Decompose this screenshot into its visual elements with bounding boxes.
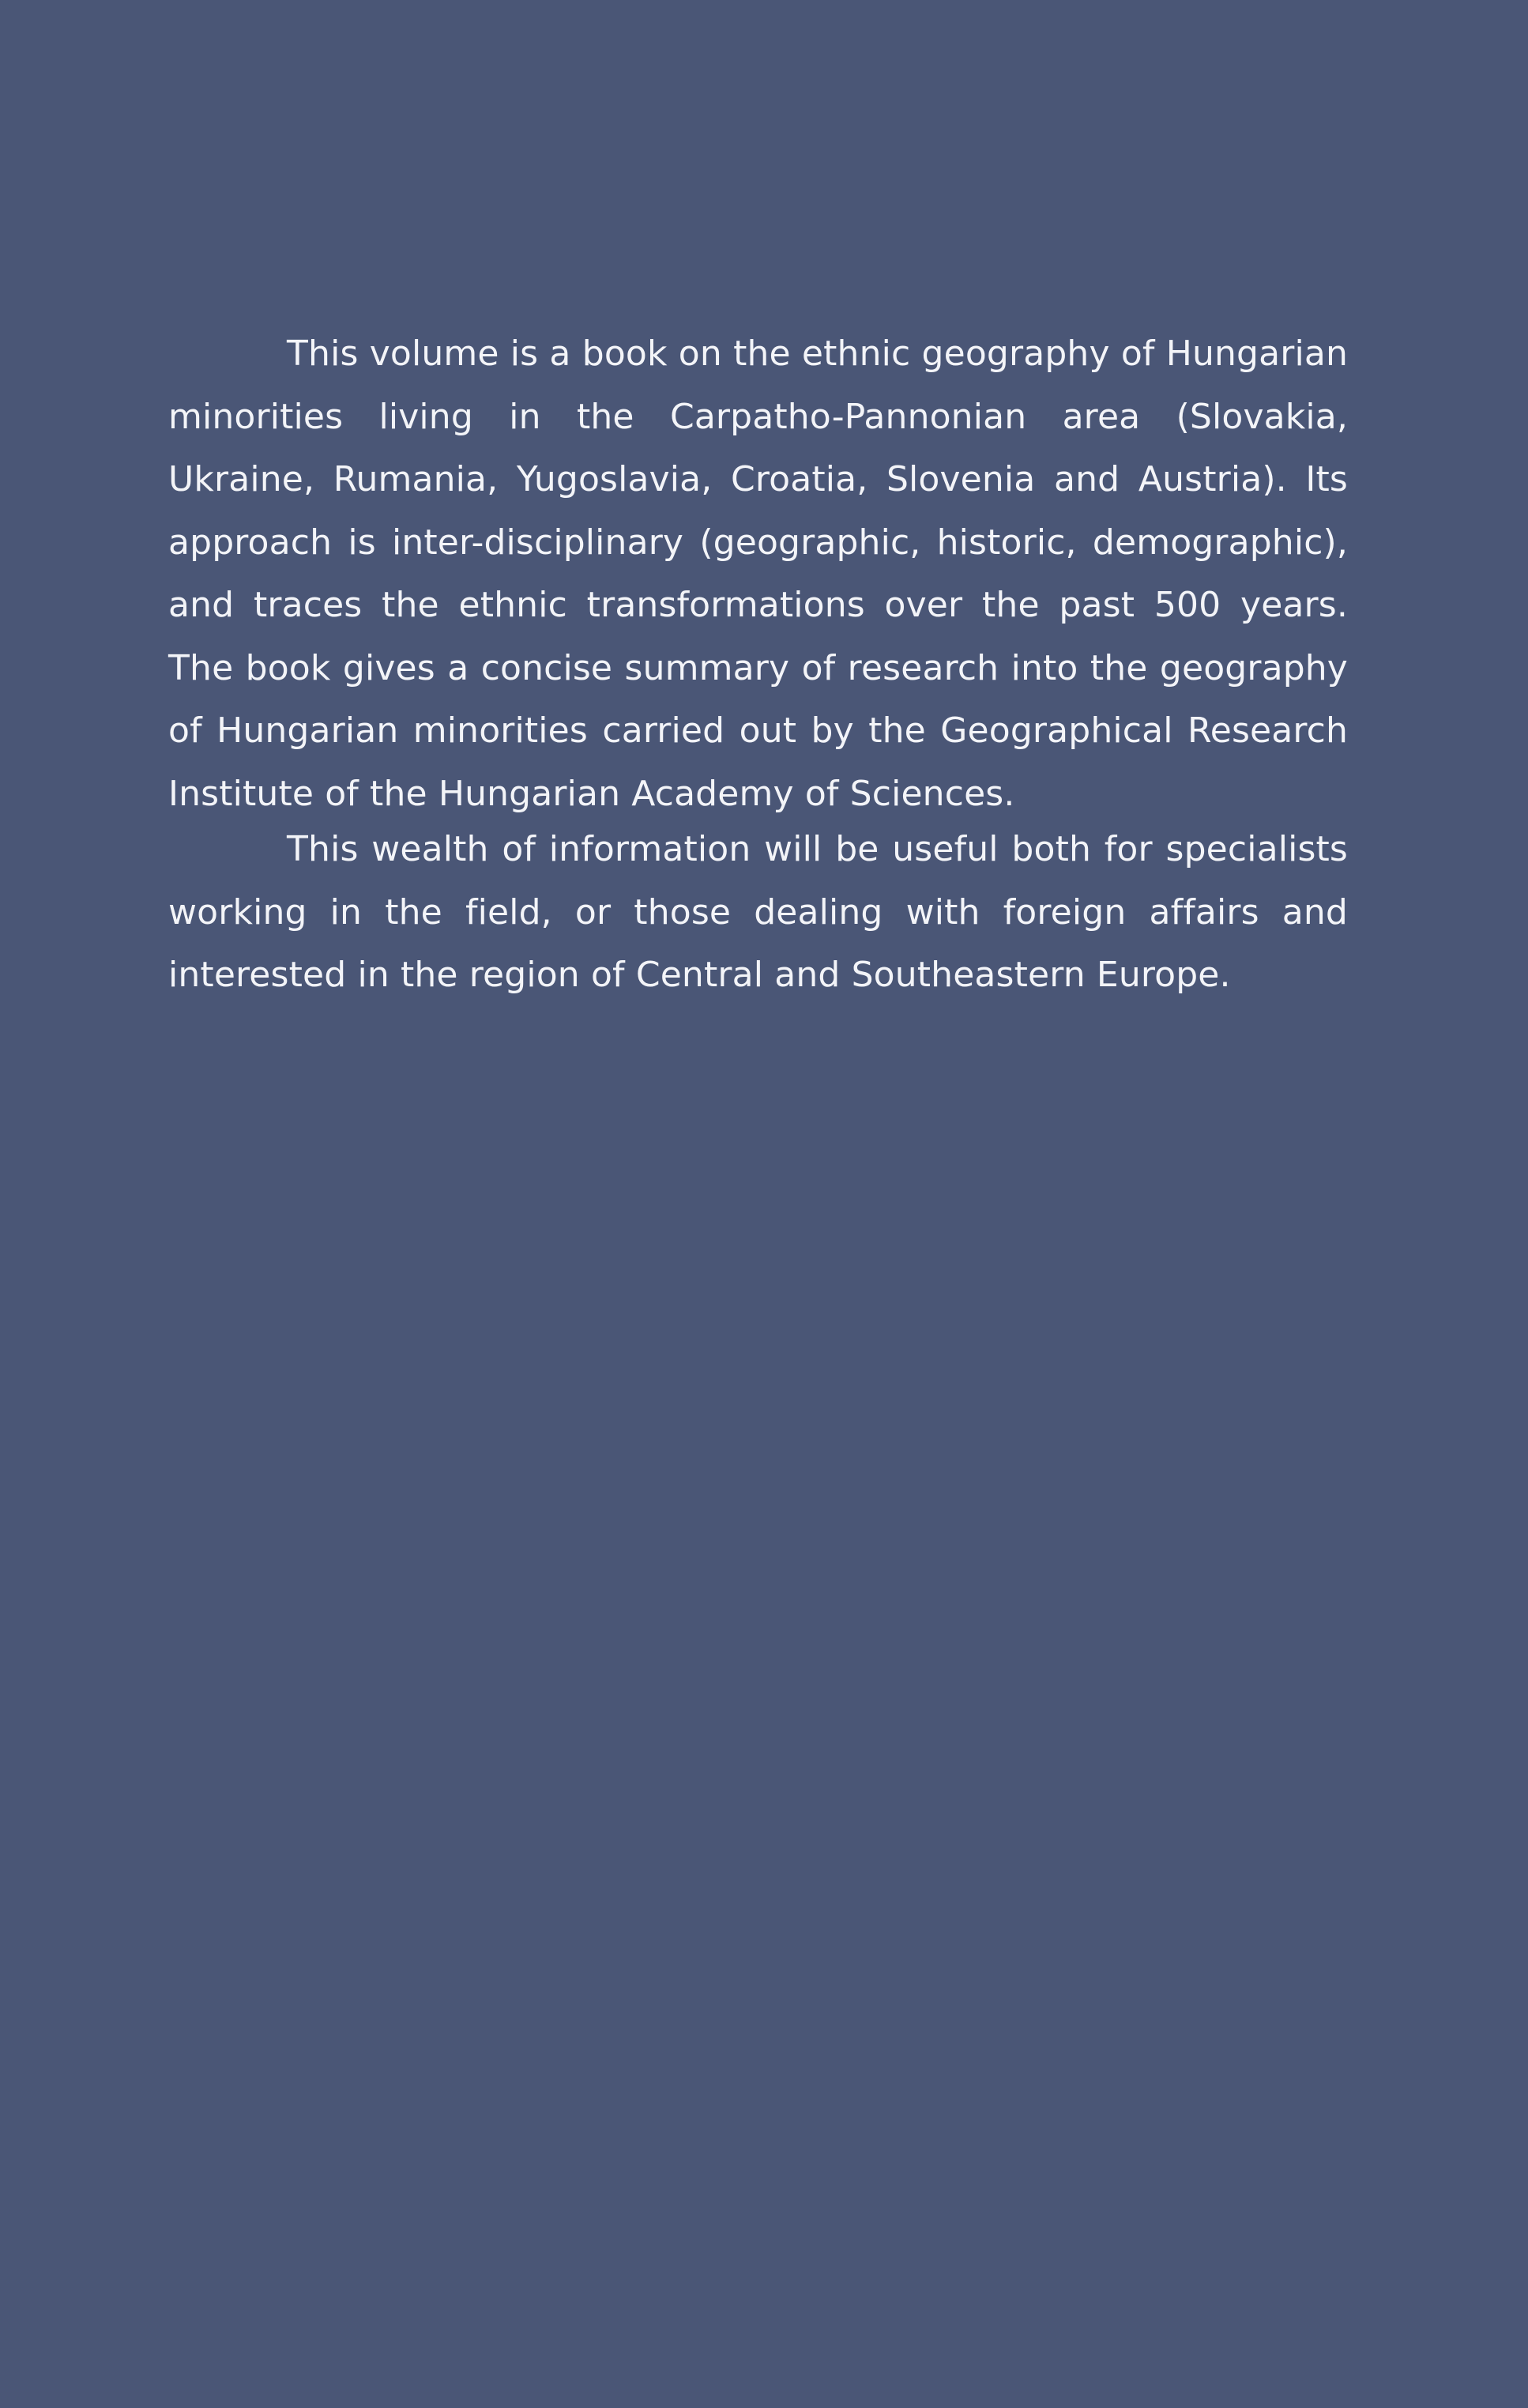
description-paragraph-1: This volume is a book on the ethnic geography of Hungarian minorities living in the Carpatho-Pannonian area (Slovakia, Ukraine, Rumania, Yugoslavia, Croatia, Slovenia and Austria). Its approach is inter-disciplinary (geographic, historic, demographic), and traces the ethnic transformations over the past 500 years. The book gives a concise summary of research into the geography of Hungarian minorities carried out by the Geographical Research Institute of the Hungarian Academy of Sciences. bbox=[168, 334, 1348, 814]
description-text-block bbox=[168, 322, 1348, 1007]
description-paragraph-2: This wealth of information will be useful both for specialists working in the field, or those dealing with foreign affairs and interested in the region of Central and Southeastern Europe. bbox=[168, 829, 1348, 995]
